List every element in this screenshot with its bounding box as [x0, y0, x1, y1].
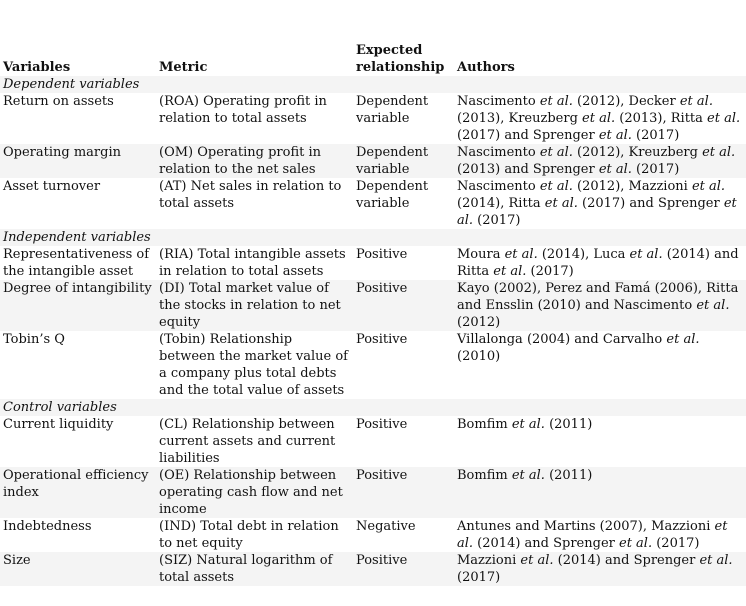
authors-cell: Nascimento et al. (2012), Decker et al. (2013), Kreuzberg et al. (2013), Ritta et al. (2017) and Sprenger et al. (2017): [457, 94, 741, 143]
authors-cell: Nascimento et al. (2012), Mazzioni et al. (2014), Ritta et al. (2017) and Sprenger et al. (2017): [457, 179, 737, 228]
variable-cell: Operational efficiency index: [0, 467, 156, 518]
metric-cell: (AT) Net sales in relation to total assets: [159, 179, 342, 211]
variable-cell: Tobin’s Q: [3, 332, 65, 347]
expected-cell: Dependent variable: [353, 144, 454, 178]
table-row: [0, 144, 746, 178]
metric-cell: (ROA) Operating profit in relation to total assets: [159, 94, 327, 126]
table-row: [0, 518, 746, 552]
variables-table: [0, 40, 746, 586]
metric-cell: (SIZ) Natural logarithm of total assets: [156, 552, 353, 586]
header-row: [0, 40, 746, 76]
variable-cell: Return on assets: [3, 94, 114, 109]
authors-cell: Mazzioni et al. (2014) and Sprenger et al. (2017): [454, 552, 746, 586]
section-independent: Independent variables: [0, 229, 746, 246]
metric-cell: (IND) Total debt in relation to net equity: [159, 519, 339, 551]
variable-cell: Operating margin: [0, 144, 156, 178]
table-row: [0, 280, 746, 331]
metric-cell: (Tobin) Relationship between the market value of a company plus total debts and the total value of assets: [159, 332, 348, 398]
header-expected-relationship: Expected relationship: [356, 43, 445, 75]
authors-cell: Bomfim et al. (2011): [454, 467, 746, 518]
variable-cell: Representativeness of the intangible asset: [3, 247, 150, 279]
expected-cell: Positive: [353, 552, 454, 586]
expected-cell: Positive: [356, 417, 408, 432]
metric-cell: (OE) Relationship between operating cash flow and net income: [156, 467, 353, 518]
section-row: [0, 76, 746, 93]
authors-cell: Kayo (2002), Perez and Famá (2006), Ritta and Ensslin (2010) and Nascimento et al. (2012): [454, 280, 746, 331]
expected-cell: Dependent variable: [356, 94, 429, 126]
variable-cell: Asset turnover: [3, 179, 101, 194]
authors-cell: Villalonga (2004) and Carvalho et al. (2010): [457, 332, 700, 364]
table-row: [0, 246, 746, 280]
variable-cell: Degree of intangibility: [0, 280, 156, 331]
metric-cell: (RIA) Total intangible assets in relation to total assets: [159, 247, 346, 279]
expected-cell: Positive: [353, 280, 454, 331]
metric-cell: (DI) Total market value of the stocks in relation to net equity: [156, 280, 353, 331]
section-row: [0, 229, 746, 246]
authors-cell: Antunes and Martins (2007), Mazzioni et al. (2014) and Sprenger et al. (2017): [457, 519, 728, 551]
metric-cell: (OM) Operating profit in relation to the net sales: [156, 144, 353, 178]
authors-cell: Bomfim et al. (2011): [457, 417, 593, 432]
authors-cell: Moura et al. (2014), Luca et al. (2014) and Ritta et al. (2017): [457, 247, 739, 279]
table-row: [0, 416, 746, 467]
table-row: [0, 178, 746, 229]
section-row: [0, 399, 746, 416]
table-row: [0, 552, 746, 586]
table-row: [0, 331, 746, 399]
header-metric: Metric: [159, 60, 208, 75]
expected-cell: Positive: [356, 247, 408, 262]
expected-cell: Dependent variable: [356, 179, 429, 211]
table-row: [0, 467, 746, 518]
variable-cell: Current liquidity: [3, 417, 114, 432]
authors-cell: Nascimento et al. (2012), Kreuzberg et al. (2013) and Sprenger et al. (2017): [454, 144, 746, 178]
expected-cell: Positive: [353, 467, 454, 518]
header-variables: Variables: [3, 60, 71, 75]
expected-cell: Negative: [356, 519, 416, 534]
header-authors: Authors: [457, 60, 515, 75]
table-row: [0, 93, 746, 144]
section-dependent: Dependent variables: [0, 76, 746, 93]
expected-cell: Positive: [356, 332, 408, 347]
variable-cell: Size: [0, 552, 156, 586]
variable-cell: Indebtedness: [3, 519, 92, 534]
section-control: Control variables: [0, 399, 746, 416]
metric-cell: (CL) Relationship between current assets and current liabilities: [159, 417, 336, 466]
